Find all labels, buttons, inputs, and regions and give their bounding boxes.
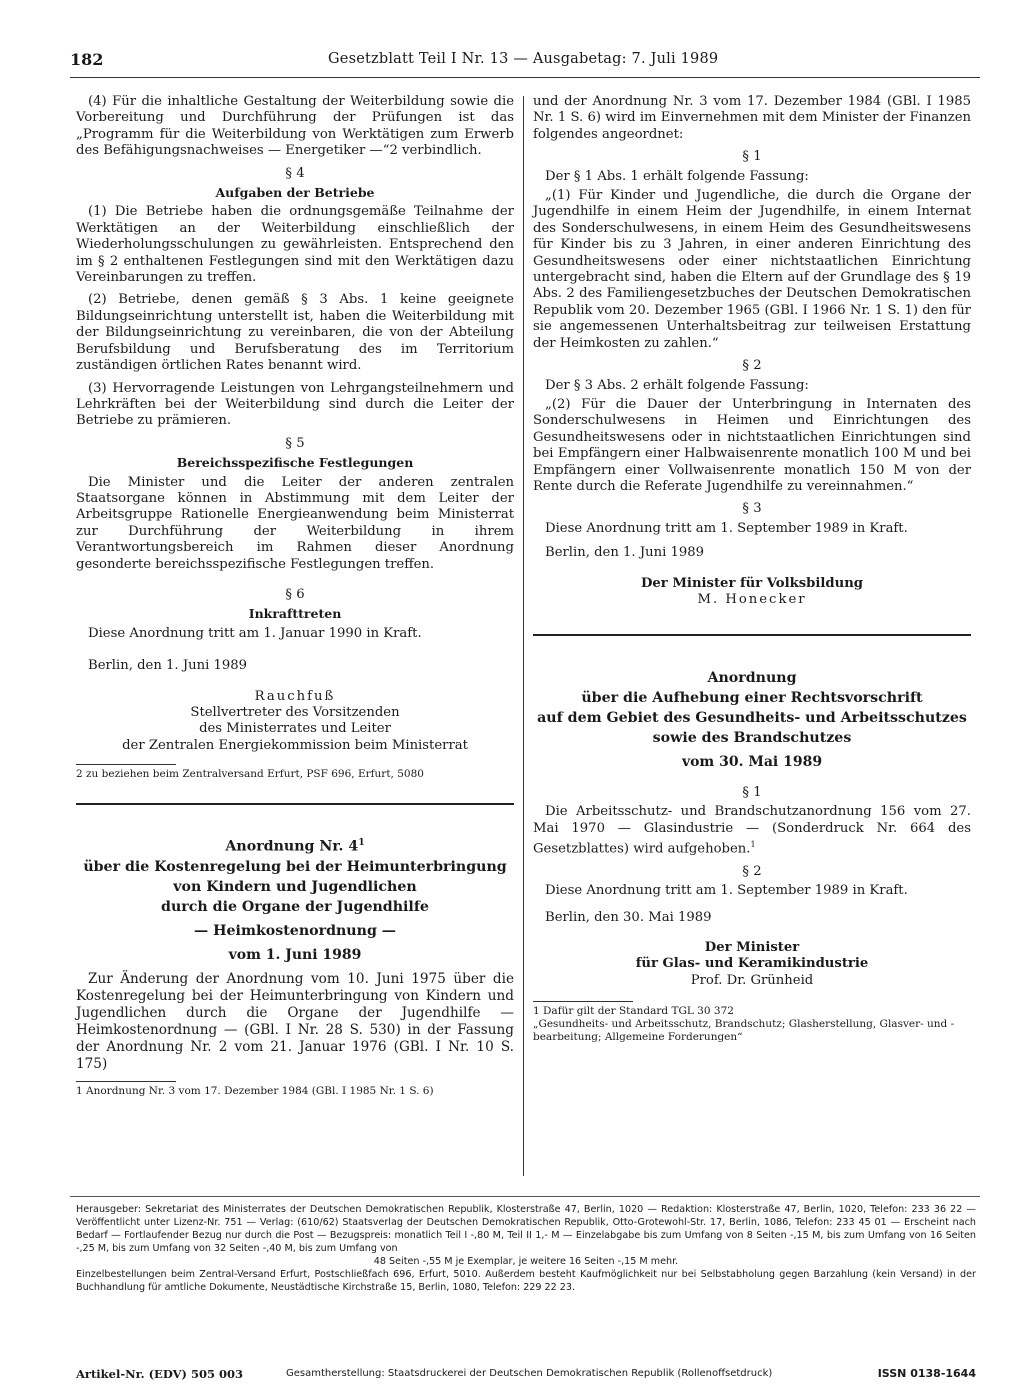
article-title-line: über die Aufhebung einer Rechtsvorschrift (581, 690, 923, 707)
article-title-line: über die Kostenregelung bei der Heimunterbringung (83, 858, 507, 875)
section-number: § 1 (742, 784, 762, 800)
signer-name: Prof. Dr. Grünheid (690, 972, 814, 988)
section-title: Bereichsspezifische Festlegungen (176, 455, 414, 471)
article-title-line: sowie des Brandschutzes (652, 730, 852, 747)
paragraph: Diese Anordnung tritt am 1. September 1989 in Kraft. (545, 520, 908, 536)
section-title: Inkrafttreten (248, 606, 342, 622)
signer-name: M. Honecker (697, 591, 807, 607)
paragraph: (3) Hervorragende Leistungen von Lehrgangsteilnehmern und Lehrkräften bei der Weiterbildung sind durch die Leiter der Betriebe zu prämieren. (76, 380, 514, 429)
quoted-text: „(2) Für die Dauer der Unterbringung in Internaten des Sonderschulwesens in Heimen und Einrichtungen des Gesundheitswesens oder in nichtstaatlichen Einrichtungen sind bei Empfängern einer Halbwaisenrente monatlich 100 M und bei Empfängern einer Vollwaisenrente monatlich 150 M von der Rente durch die Referate Jugendhilfe zu vereinnahmen.“ (533, 396, 971, 494)
article-intro: Zur Änderung der Anordnung vom 10. Juni 1975 über die Kostenregelung bei der Heimunterbringung von Kindern und Jugendlichen durch die Organe der Jugendhilfe — Heimkostenordnung — (GBl. I Nr. 28 S. 530) in der Fassung der Anordnung Nr. 2 vom 21. Januar 1976 (GBl. I Nr. 10 S. 175) (76, 971, 514, 1073)
signer-role: Stellvertreter des Vorsitzenden (190, 705, 400, 720)
left-column (76, 94, 514, 1098)
paragraph-text: Die Arbeitsschutz- und Brandschutzanordnung 156 vom 27. Mai 1970 — Glasindustrie — (Sonderdruck Nr. 664 des Gesetzblattes) wird aufgehoben. (533, 804, 971, 857)
signer-title: Der Minister für Volksbildung (640, 575, 864, 591)
article-title-line: auf dem Gebiet des Gesundheits- und Arbeitsschutzes (537, 710, 967, 727)
signer-title: Der Minister (704, 940, 800, 956)
paragraph: Der § 3 Abs. 2 erhält folgende Fassung: (545, 377, 809, 393)
footnote-rule (76, 1081, 176, 1082)
article-title (76, 833, 514, 857)
signer-role: des Ministerrates und Leiter (199, 721, 391, 737)
section-number: § 2 (742, 863, 762, 879)
article-subtitle: — Heimkostenordnung — (194, 922, 396, 939)
place-date: Berlin, den 1. Juni 1989 (88, 658, 248, 674)
footnote-rule (533, 1001, 633, 1002)
footnote: „Gesundheits- und Arbeitsschutz, Brandschutz; Glasherstellung, Glasver- und -bearbeitung; Allgemeine Forderungen“ (533, 1018, 955, 1044)
article-title-line: durch die Organe der Jugendhilfe (161, 898, 429, 915)
article-number: Artikel-Nr. (EDV) 505 003 (76, 1367, 243, 1381)
issn: ISSN 0138-1644 (877, 1367, 976, 1380)
section-number: § 6 (285, 586, 305, 602)
page-header (70, 50, 980, 74)
paragraph: Diese Anordnung tritt am 1. Januar 1990 in Kraft. (88, 625, 422, 641)
page-number: 182 (70, 50, 104, 69)
imprint (76, 1203, 976, 1294)
imprint-rule (70, 1196, 980, 1197)
section-number: § 5 (285, 435, 305, 451)
signer-name: Rauchfuß (254, 688, 336, 704)
imprint-text: Herausgeber: Sekretariat des Ministerrates der Deutschen Demokratischen Republik, Klosterstraße 47, Berlin, 1020 — Redaktion: Klosterstraße 47, Berlin, 1020, Telefon: 233 36 22 — Veröffentlicht unter Lizenz-Nr. 751 — Verlag: (610/62) Staatsverlag der Deutschen Demokratischen Republik, Otto-Grotewohl-Str. 17, Berlin, 1086, Telefon: 233 45 01 — Erscheint nach Bedarf — Fortlaufender Bezug nur durch die Post — Bezugspreis: monatlich Teil I -,80 M, Teil II 1,- M — Einzelabgabe bis zum Umfang von 8 Seiten -,15 M, bis zum Umfang von 16 Seiten -,25 M, bis zum Umfang von 32 Seiten -,40 M, bis zum Umfang von (76, 1204, 976, 1254)
article-date: vom 1. Juni 1989 (228, 946, 362, 963)
signer-title: für Glas- und Keramikindustrie (635, 956, 869, 972)
section-number: § 3 (742, 501, 762, 517)
footnote-marker: 1 (750, 840, 756, 849)
article-title-line: Anordnung (707, 670, 797, 687)
section-number: § 1 (742, 149, 762, 165)
imprint-text: 48 Seiten -,55 M je Exemplar, je weitere 16 Seiten -,15 M mehr. (373, 1256, 679, 1267)
footnote-marker: 1 (358, 838, 365, 849)
paragraph: (1) Die Betriebe haben die ordnungsgemäße Teilnahme der Werktätigen an der Weiterbildung einschließlich der Wiederholungsschulungen zu gewährleisten. Entsprechend den im § 2 enthaltenen Festlegungen sind mit den Werktätigen dazu Vereinbarungen zu treffen. (76, 204, 514, 286)
imprint-text: Einzelbestellungen beim Zentral-Versand Erfurt, Postschließfach 696, Erfurt, 5010. Außerdem besteht Kaufmöglichkeit nur bei Selbstabholung gegen Barzahlung (kein Versand) in der Buchhandlung für amtliche Dokumente, Neustädtische Kirchstraße 15, Berlin, 1080, Telefon: 229 22 23. (76, 1269, 976, 1293)
quoted-text: „(1) Für Kinder und Jugendliche, die durch die Organe der Jugendhilfe in einem Heim der Jugendhilfe, in einem Internat des Sonderschulwesens, in einem Heim des Gesundheitswesens für Kinder bis zu 3 Jahren, in einer anderen Einrichtung des Gesundheitswesens oder einer nichtstaatlichen Einrichtung untergebracht sind, haben die Eltern auf der Grundlage des § 19 Abs. 2 des Familiengesetzbuches der Deutschen Demokratischen Republik vom 20. Dezember 1965 (GBl. I 1966 Nr. 1 S. 1) den für sie angemessenen Unterhaltsbeitrag zur teilweisen Erstattung der Heimkosten zu zahlen.“ (533, 188, 971, 351)
printer-info: Gesamtherstellung: Staatsdruckerei der Deutschen Demokratischen Republik (Rollenoffsetdruck) (286, 1368, 773, 1379)
paragraph: (2) Betriebe, denen gemäß § 3 Abs. 1 keine geeignete Bildungseinrichtung unterstellt ist, haben die Weiterbildung mit der Bildungseinrichtung zu vereinbaren, die von der Abteilung Berufsbildung und Berufsberatung des im Territorium zuständigen örtlichen Rates benannt wird. (76, 292, 514, 374)
running-title: Gesetzblatt Teil I Nr. 13 — Ausgabetag: 7. Juli 1989 (328, 51, 719, 67)
footnote: 1 Anordnung Nr. 3 vom 17. Dezember 1984 (GBl. I 1985 Nr. 1 S. 6) (76, 1085, 434, 1098)
section-number: § 2 (742, 358, 762, 374)
paragraph: Diese Anordnung tritt am 1. September 1989 in Kraft. (545, 883, 908, 899)
footnote: 1 Dafür gilt der Standard TGL 30 372 (533, 1005, 734, 1018)
header-rule (70, 77, 980, 78)
signer-role: der Zentralen Energiekommission beim Ministerrat (122, 737, 468, 753)
paragraph: Der § 1 Abs. 1 erhält folgende Fassung: (545, 168, 809, 184)
paragraph: Die Minister und die Leiter der anderen zentralen Staatsorgane können in Abstimmung mit dem Leiter der Arbeitsgruppe Rationelle Energieanwendung beim Ministerrat zur Durchführung der Weiterbildung in ihrem Verantwortungsbereich im Rahmen dieser Anordnung gesonderte bereichsspezifische Festlegungen treffen. (76, 474, 514, 572)
paragraph-3-4: (4) Für die inhaltliche Gestaltung der Weiterbildung sowie die Vorbereitung und Durchführung der Prüfungen ist das „Programm für die Weiterbildung von Werktätigen zum Erwerb des Befähigungsnachweises — Energetiker —“2 verbindlich. (76, 94, 514, 159)
article-title-line: Anordnung Nr. 4 (225, 838, 359, 855)
place-date: Berlin, den 1. Juni 1989 (545, 545, 705, 561)
place-date: Berlin, den 30. Mai 1989 (545, 909, 712, 925)
section-title: Aufgaben der Betriebe (215, 185, 375, 201)
footnote: 2 zu beziehen beim Zentralversand Erfurt, PSF 696, Erfurt, 5080 (76, 768, 424, 781)
paragraph: und der Anordnung Nr. 3 vom 17. Dezember 1984 (GBl. I 1985 Nr. 1 S. 6) wird im Einvernehmen mit dem Minister der Finanzen folgendes angeordnet: (533, 94, 971, 142)
column-divider (523, 96, 524, 1176)
paragraph (533, 804, 971, 858)
article-date: vom 30. Mai 1989 (681, 754, 823, 771)
section-number: § 4 (285, 165, 305, 181)
footnote-rule (76, 764, 176, 765)
right-column (533, 94, 971, 1044)
article-title-line: von Kindern und Jugendlichen (173, 878, 417, 895)
page-footer (76, 1367, 976, 1383)
